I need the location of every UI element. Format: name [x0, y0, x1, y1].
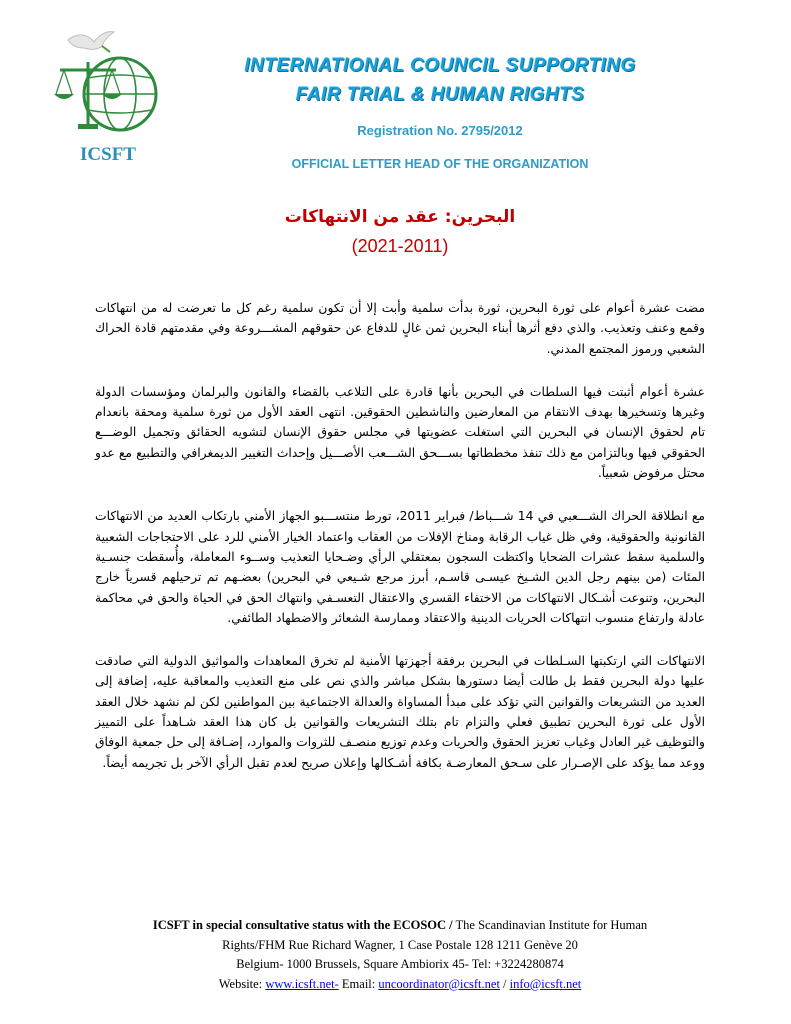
email-label: Email: — [338, 976, 379, 991]
document-title: البحرين: عقد من الانتهاكات — [284, 207, 516, 227]
letterhead-caption: OFFICIAL LETTER HEAD OF THE ORGANIZATION — [291, 157, 589, 171]
registration-number: Registration No. 2795/2012 — [357, 123, 523, 138]
email-link-info[interactable]: info@icsft.net — [509, 976, 582, 991]
organization-name-line-1: INTERNATIONAL COUNCIL SUPPORTING — [244, 55, 636, 76]
footer-line-3: Belgium- 1000 Brussels, Square Ambiorix 45- Tel: +3224280874 — [236, 957, 564, 971]
paragraph: عشرة أعوام أثبتت فيها السلطات في البحرين بأنها قادرة على التلاعب بالقضاء والقانون والبرلمان ومؤسسات الدولة وغيرها وتسخيرها بهدف الانتقام من المعارضين والناشطين الحقوقين. انتهى العقد الأول من ثورة سلمية ومحقة بانعدام تام لحقوق الإنسان في البحرين التي استغلت عضويتها في مجلس حقوق الإنسان لتشويه الحقائق وتجميل الوضـــع الحقوقي فيها وبالتزامن مع ذلك تنفذ مخططاتها بســـحق الشـــعب الأصـــيل وإحداث التغيير الديمغرافي والتطبيع مع عدو محتل مرفوض شعبياً. — [95, 384, 705, 481]
paragraph: مضت عشرة أعوام على ثورة البحرين، ثورة بدأت سلمية وأبت إلا أن تكون سلمية رغم كل ما تعرضت له من انتهاكات وقمع وعنف وتعذيب. والذي دفع أثرها أبناء البحرين ثمن غالٍ للدفاع عن حقوقهم المشـــروعة وفي مقدمتهم قادة الحراك الشعبي ورموز المجتمع المدني. — [95, 301, 705, 356]
paragraph: مع انطلاقة الحراك الشـــعبي في 14 شـــباط/ فبراير 2011، تورط منتســـبو الجهاز الأمني بارتكاب العديد من الانتهاكات القانونية والحقوقية، وفي ظل غياب الرقابة ومناخ الإفلات من العقاب واعتماد الخيار الأمني للرد على الاحتجاجات الشعبية والسلمية سقط عشرات الضحايا واكتظت السجون بمعتقلي الرأي وضـحايا التعذيب وســوء المعاملة، وأُسقطت جنسـية المئات (من بينهم رجل الدين الشـيخ عيسـى قاسـم، أبرز مرجع شـيعي في البحرين) بعضـهم تم ترحيلهم قسرياً خارج البحرين، وتنوعت أشـكال الانتهاكات من الاختفاء القسري والاعتقال التعسـفي وانتهاك الحق في الحياة والحق في محاكمة عادلة وارتفاع منسوب انتهاكات الحريات الدينية والاعتقاد وممارسة الشعائر والاضطهاد الطائفي. — [95, 509, 706, 625]
scales-of-justice-icon — [48, 22, 168, 147]
document-years: (2021-2011) — [351, 236, 449, 256]
consultative-status: ICSFT in special consultative status with the ECOSOC / — [152, 918, 453, 932]
footer-line-2: Rights/FHM Rue Richard Wagner, 1 Case Postale 128 1211 Genève 20 — [222, 937, 578, 952]
footer-line-4 — [60, 975, 740, 995]
organization-name-line-2: FAIR TRIAL & HUMAN RIGHTS — [295, 84, 585, 105]
email-link-coordinator[interactable]: uncoordinator@icsft.net — [378, 976, 500, 991]
document-body — [95, 298, 705, 796]
website-label: Website: — [218, 976, 266, 991]
website-link[interactable]: www.icsft.net- — [265, 976, 339, 991]
footer-institute: The Scandinavian Institute for Human — [452, 918, 648, 932]
logo-text: ICSFT — [80, 144, 136, 165]
organization-logo — [48, 22, 168, 172]
email-separator: / — [499, 976, 510, 991]
paragraph: الانتهاكات التي ارتكبتها السـلطات في البحرين برفقة أجهزتها الأمنية لم تخرق المعاهدات والمواثيق الدولية التي صادقت عليها دولة البحرين فقط بل طالت أيضا دستورها بشكل مباشر والذي نص على منع التعذيب والمعاقبة عليه، إضافة إلى العديد من التشريعات والقوانين التي تؤكد على مبدأ المساواة والعدالة الاجتماعية بين المواطنين لكن لم نشهد خلال العقد الأول على ثورة البحرين تطبيق فعلي والتزام تام بتلك التشريعات والقوانين بل كان هذا العقد شـاهداً على التمييز والتوظيف غير العادل وغياب تعزيز الحقوق والحريات وعدم توزيع منصـف للثروات والموارد، إضـافة إلى حل جمعية الوفاق ووعد مما يؤكد على الإصـرار على سـحق المعارضـة بكافة أشـكالها وإعلان صريح لعدم تقبل الرأي الآخر بل تجريمه أيضاً. — [95, 654, 705, 770]
footer-line-1 — [60, 916, 740, 936]
footer — [60, 916, 740, 994]
